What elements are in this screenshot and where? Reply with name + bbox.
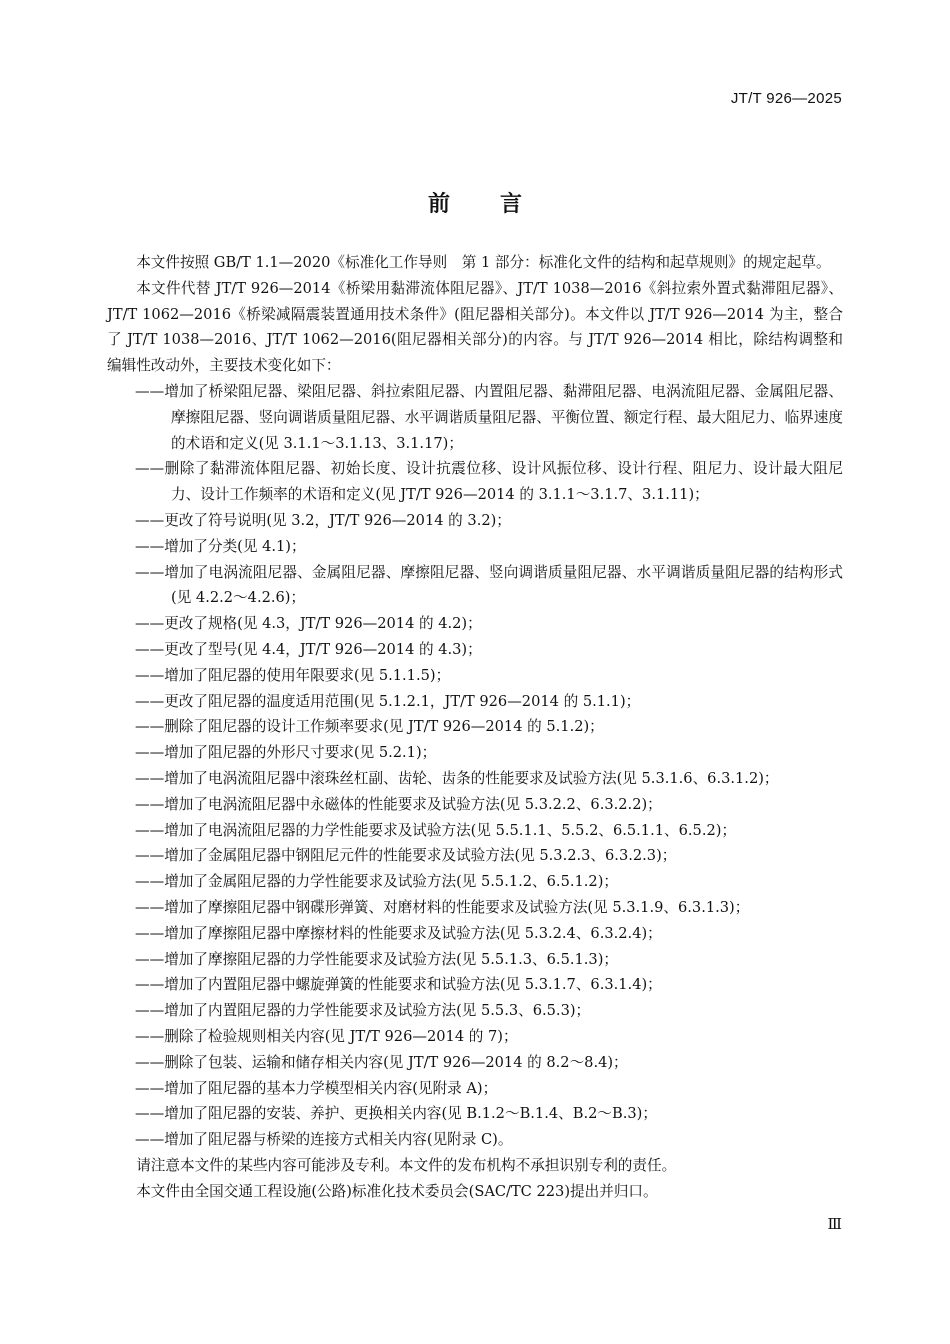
list-item: ——增加了阻尼器的安装、养护、更换相关内容(见 B.1.2～B.1.4、B.2～B.3)； bbox=[135, 1105, 657, 1123]
list-item: ——增加了阻尼器的基本力学模型相关内容(见附录 A)； bbox=[135, 1079, 498, 1097]
list-item: ——增加了阻尼器的使用年限要求(见 5.1.1.5)； bbox=[135, 666, 451, 684]
list-item: ——删除了黏滞流体阻尼器、初始长度、设计抗震位移、设计风振位移、设计行程、阻尼力、设计最大阻尼力、设计工作频率的术语和定义(见 JT/T 926—2014 的 3.1.1～3.1.7、3.1.11)； bbox=[135, 460, 843, 504]
list-item: ——增加了摩擦阻尼器中摩擦材料的性能要求及试验方法(见 5.3.2.4、6.3.2.4)； bbox=[135, 924, 662, 942]
list-item: ——增加了电涡流阻尼器中永磁体的性能要求及试验方法(见 5.3.2.2、6.3.2.2)； bbox=[135, 795, 662, 813]
intro-paragraph: 本文件按照 GB/T 1.1—2020《标准化工作导则 第 1 部分：标准化文件的结构和起草规则》的规定起草。 bbox=[136, 254, 831, 271]
list-item: ——增加了内置阻尼器的力学性能要求及试验方法(见 5.5.3、6.5.3)； bbox=[135, 1002, 591, 1020]
list-item: ——增加了摩擦阻尼器的力学性能要求及试验方法(见 5.5.1.3、6.5.1.3)； bbox=[135, 950, 618, 968]
list-item: ——增加了分类(见 4.1)； bbox=[135, 537, 306, 555]
list-item: ——增加了桥梁阻尼器、梁阻尼器、斜拉索阻尼器、内置阻尼器、黏滞阻尼器、电涡流阻尼器、金属阻尼器、摩擦阻尼器、竖向调谐质量阻尼器、水平调谐质量阻尼器、平衡位置、额定行程、最大阻尼力、临界速度的术语和定义(见 3.1.1～3.1.13、3.1.17)； bbox=[135, 382, 843, 452]
list-item: ——增加了电涡流阻尼器、金属阻尼器、摩擦阻尼器、竖向调谐质量阻尼器、水平调谐质量阻尼器的结构形式(见 4.2.2～4.2.6)； bbox=[135, 563, 843, 607]
list-item: ——更改了阻尼器的温度适用范围(见 5.1.2.1，JT/T 926—2014 的 5.1.1)； bbox=[135, 692, 641, 710]
list-item: ——增加了电涡流阻尼器的力学性能要求及试验方法(见 5.5.1.1、5.5.2、6.5.1.1、6.5.2)； bbox=[135, 821, 737, 839]
list-item: ——增加了摩擦阻尼器中钢碟形弹簧、对磨材料的性能要求及试验方法(见 5.3.1.9、6.3.1.3)； bbox=[135, 898, 750, 916]
patent-notice: 请注意本文件的某些内容可能涉及专利。本文件的发布机构不承担识别专利的责任。 bbox=[136, 1156, 677, 1174]
technical-changes-list bbox=[107, 379, 843, 1153]
list-item: ——增加了阻尼器与桥梁的连接方式相关内容(见附录 C)。 bbox=[135, 1131, 513, 1149]
list-item: ——增加了阻尼器的外形尺寸要求(见 5.2.1)； bbox=[135, 744, 437, 762]
list-item: ——更改了规格(见 4.3，JT/T 926—2014 的 4.2)； bbox=[135, 615, 482, 633]
list-item: ——更改了型号(见 4.4，JT/T 926—2014 的 4.3)； bbox=[135, 640, 482, 658]
page-number: Ⅲ bbox=[827, 1217, 841, 1233]
standard-code: JT/T 926—2025 bbox=[730, 90, 842, 107]
page-title: 前言 bbox=[427, 191, 572, 217]
foreword-body bbox=[107, 250, 843, 1204]
intro-paragraph: 本文件代替 JT/T 926—2014《桥梁用黏滞流体阻尼器》、JT/T 1038—2016《斜拉索外置式黏滞阻尼器》、JT/T 1062—2016《桥梁减隔震装置通用技术条件》(阻尼器相关部分)。本文件以 JT/T 926—2014 为主，整合了 JT/T 1038—2016、JT/T 1062—2016(阻尼器相关部分)的内容。与 JT/T 926—2014 相比，除结构调整和编辑性改动外，主要技术变化如下： bbox=[107, 279, 843, 375]
list-item: ——删除了检验规则相关内容(见 JT/T 926—2014 的 7)； bbox=[135, 1027, 518, 1045]
list-item: ——增加了金属阻尼器的力学性能要求及试验方法(见 5.5.1.2、6.5.1.2)； bbox=[135, 873, 618, 891]
proposer-statement: 本文件由全国交通工程设施(公路)标准化技术委员会(SAC/TC 223)提出并归口。 bbox=[136, 1182, 658, 1200]
list-item: ——删除了包装、运输和储存相关内容(见 JT/T 926—2014 的 8.2～8.4)； bbox=[135, 1053, 628, 1071]
list-item: ——删除了阻尼器的设计工作频率要求(见 JT/T 926—2014 的 5.1.2)； bbox=[135, 718, 604, 736]
list-item: ——更改了符号说明(见 3.2，JT/T 926—2014 的 3.2)； bbox=[135, 511, 511, 529]
list-item: ——增加了金属阻尼器中钢阻尼元件的性能要求及试验方法(见 5.3.2.3、6.3.2.3)； bbox=[135, 847, 677, 865]
list-item: ——增加了电涡流阻尼器中滚珠丝杠副、齿轮、齿条的性能要求及试验方法(见 5.3.1.6、6.3.1.2)； bbox=[135, 769, 779, 787]
list-item: ——增加了内置阻尼器中螺旋弹簧的性能要求和试验方法(见 5.3.1.7、6.3.1.4)； bbox=[135, 976, 662, 994]
